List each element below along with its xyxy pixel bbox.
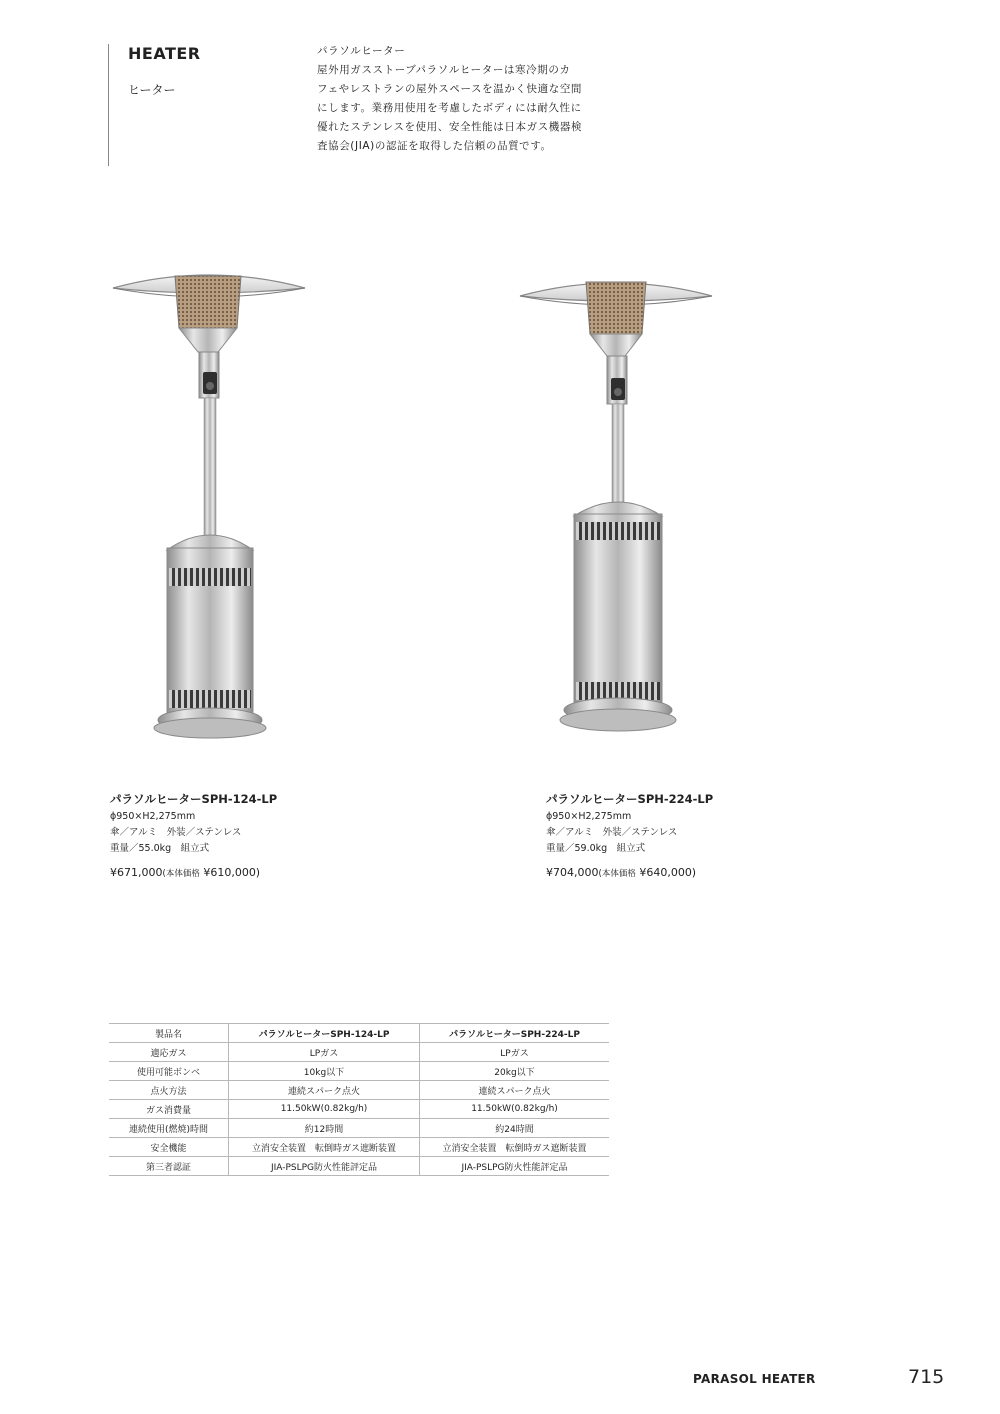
price-base: ¥640,000)	[635, 866, 697, 879]
table-header-cell: 製品名	[109, 1024, 229, 1043]
table-cell: 11.50kW(0.82kg/h)	[229, 1100, 420, 1119]
table-cell: 適応ガス	[109, 1043, 229, 1062]
intro-title: パラソルヒーター	[317, 45, 406, 57]
product-price	[110, 865, 277, 882]
intro-line: 査協会(JIA)の認証を取得した信頼の品質です。	[317, 140, 552, 152]
table-row	[109, 1100, 609, 1119]
product-material: 傘／アルミ 外装／ステンレス	[546, 827, 678, 838]
table-cell: 立消安全装置 転倒時ガス遮断装置	[229, 1138, 420, 1157]
product-size: ϕ950×H2,275mm	[546, 811, 632, 822]
table-row	[109, 1043, 609, 1062]
product-image-sph-224	[512, 266, 722, 766]
price-note: (本体価格	[598, 869, 636, 879]
table-cell: 点火方法	[109, 1081, 229, 1100]
table-row	[109, 1062, 609, 1081]
table-row	[109, 1157, 609, 1176]
table-cell: JIA-PSLPG防火性能評定品	[420, 1157, 610, 1176]
table-cell: 安全機能	[109, 1138, 229, 1157]
product-weight: 重量／55.0kg 組立式	[110, 843, 210, 854]
table-header-cell: パラソルヒーターSPH-224-LP	[420, 1024, 610, 1043]
table-cell: 立消安全装置 転倒時ガス遮断装置	[420, 1138, 610, 1157]
table-cell: JIA-PSLPG防火性能評定品	[229, 1157, 420, 1176]
table-cell: 連続スパーク点火	[229, 1081, 420, 1100]
table-cell: LPガス	[229, 1043, 420, 1062]
product-material: 傘／アルミ 外装／ステンレス	[110, 827, 242, 838]
page-number: 715	[908, 1366, 945, 1388]
table-cell: 約12時間	[229, 1119, 420, 1138]
intro-line: フェやレストランの屋外スペースを温かく快適な空間	[317, 83, 583, 95]
price-total: ¥704,000	[546, 866, 599, 879]
intro-text	[317, 42, 587, 156]
table-header-row	[109, 1024, 609, 1043]
intro-line: 屋外用ガスストーブパラソルヒーターは寒冷期のカ	[317, 64, 571, 76]
category-title: HEATER	[128, 44, 201, 63]
price-note: (本体価格	[162, 869, 200, 879]
table-cell: 約24時間	[420, 1119, 610, 1138]
table-cell: ガス消費量	[109, 1100, 229, 1119]
price-total: ¥671,000	[110, 866, 163, 879]
product-name: パラソルヒーターSPH-224-LP	[546, 792, 714, 806]
table-header-cell: パラソルヒーターSPH-124-LP	[229, 1024, 420, 1043]
intro-line: 優れたステンレスを使用、安全性能は日本ガス機器検	[317, 121, 583, 133]
spec-table	[109, 1023, 609, 1176]
product-info-sph-124	[110, 791, 277, 882]
product-size: ϕ950×H2,275mm	[110, 811, 196, 822]
product-weight: 重量／59.0kg 組立式	[546, 843, 646, 854]
price-base: ¥610,000)	[199, 866, 261, 879]
table-cell: 使用可能ボンベ	[109, 1062, 229, 1081]
table-cell: 第三者認証	[109, 1157, 229, 1176]
product-image-sph-124	[105, 258, 315, 758]
table-cell: 20kg以下	[420, 1062, 610, 1081]
product-name: パラソルヒーターSPH-124-LP	[110, 792, 278, 806]
table-cell: 11.50kW(0.82kg/h)	[420, 1100, 610, 1119]
table-cell: 10kg以下	[229, 1062, 420, 1081]
product-price	[546, 865, 713, 882]
table-row	[109, 1081, 609, 1100]
table-cell: LPガス	[420, 1043, 610, 1062]
table-row	[109, 1119, 609, 1138]
product-info-sph-224	[546, 791, 713, 882]
footer-section-label: PARASOL HEATER	[693, 1372, 816, 1386]
table-cell: 連続スパーク点火	[420, 1081, 610, 1100]
category-subtitle: ヒーター	[128, 83, 176, 97]
table-row	[109, 1138, 609, 1157]
table-cell: 連続使用(燃焼)時間	[109, 1119, 229, 1138]
intro-line: にします。業務用使用を考慮したボディには耐久性に	[317, 102, 582, 114]
section-divider	[108, 44, 109, 166]
